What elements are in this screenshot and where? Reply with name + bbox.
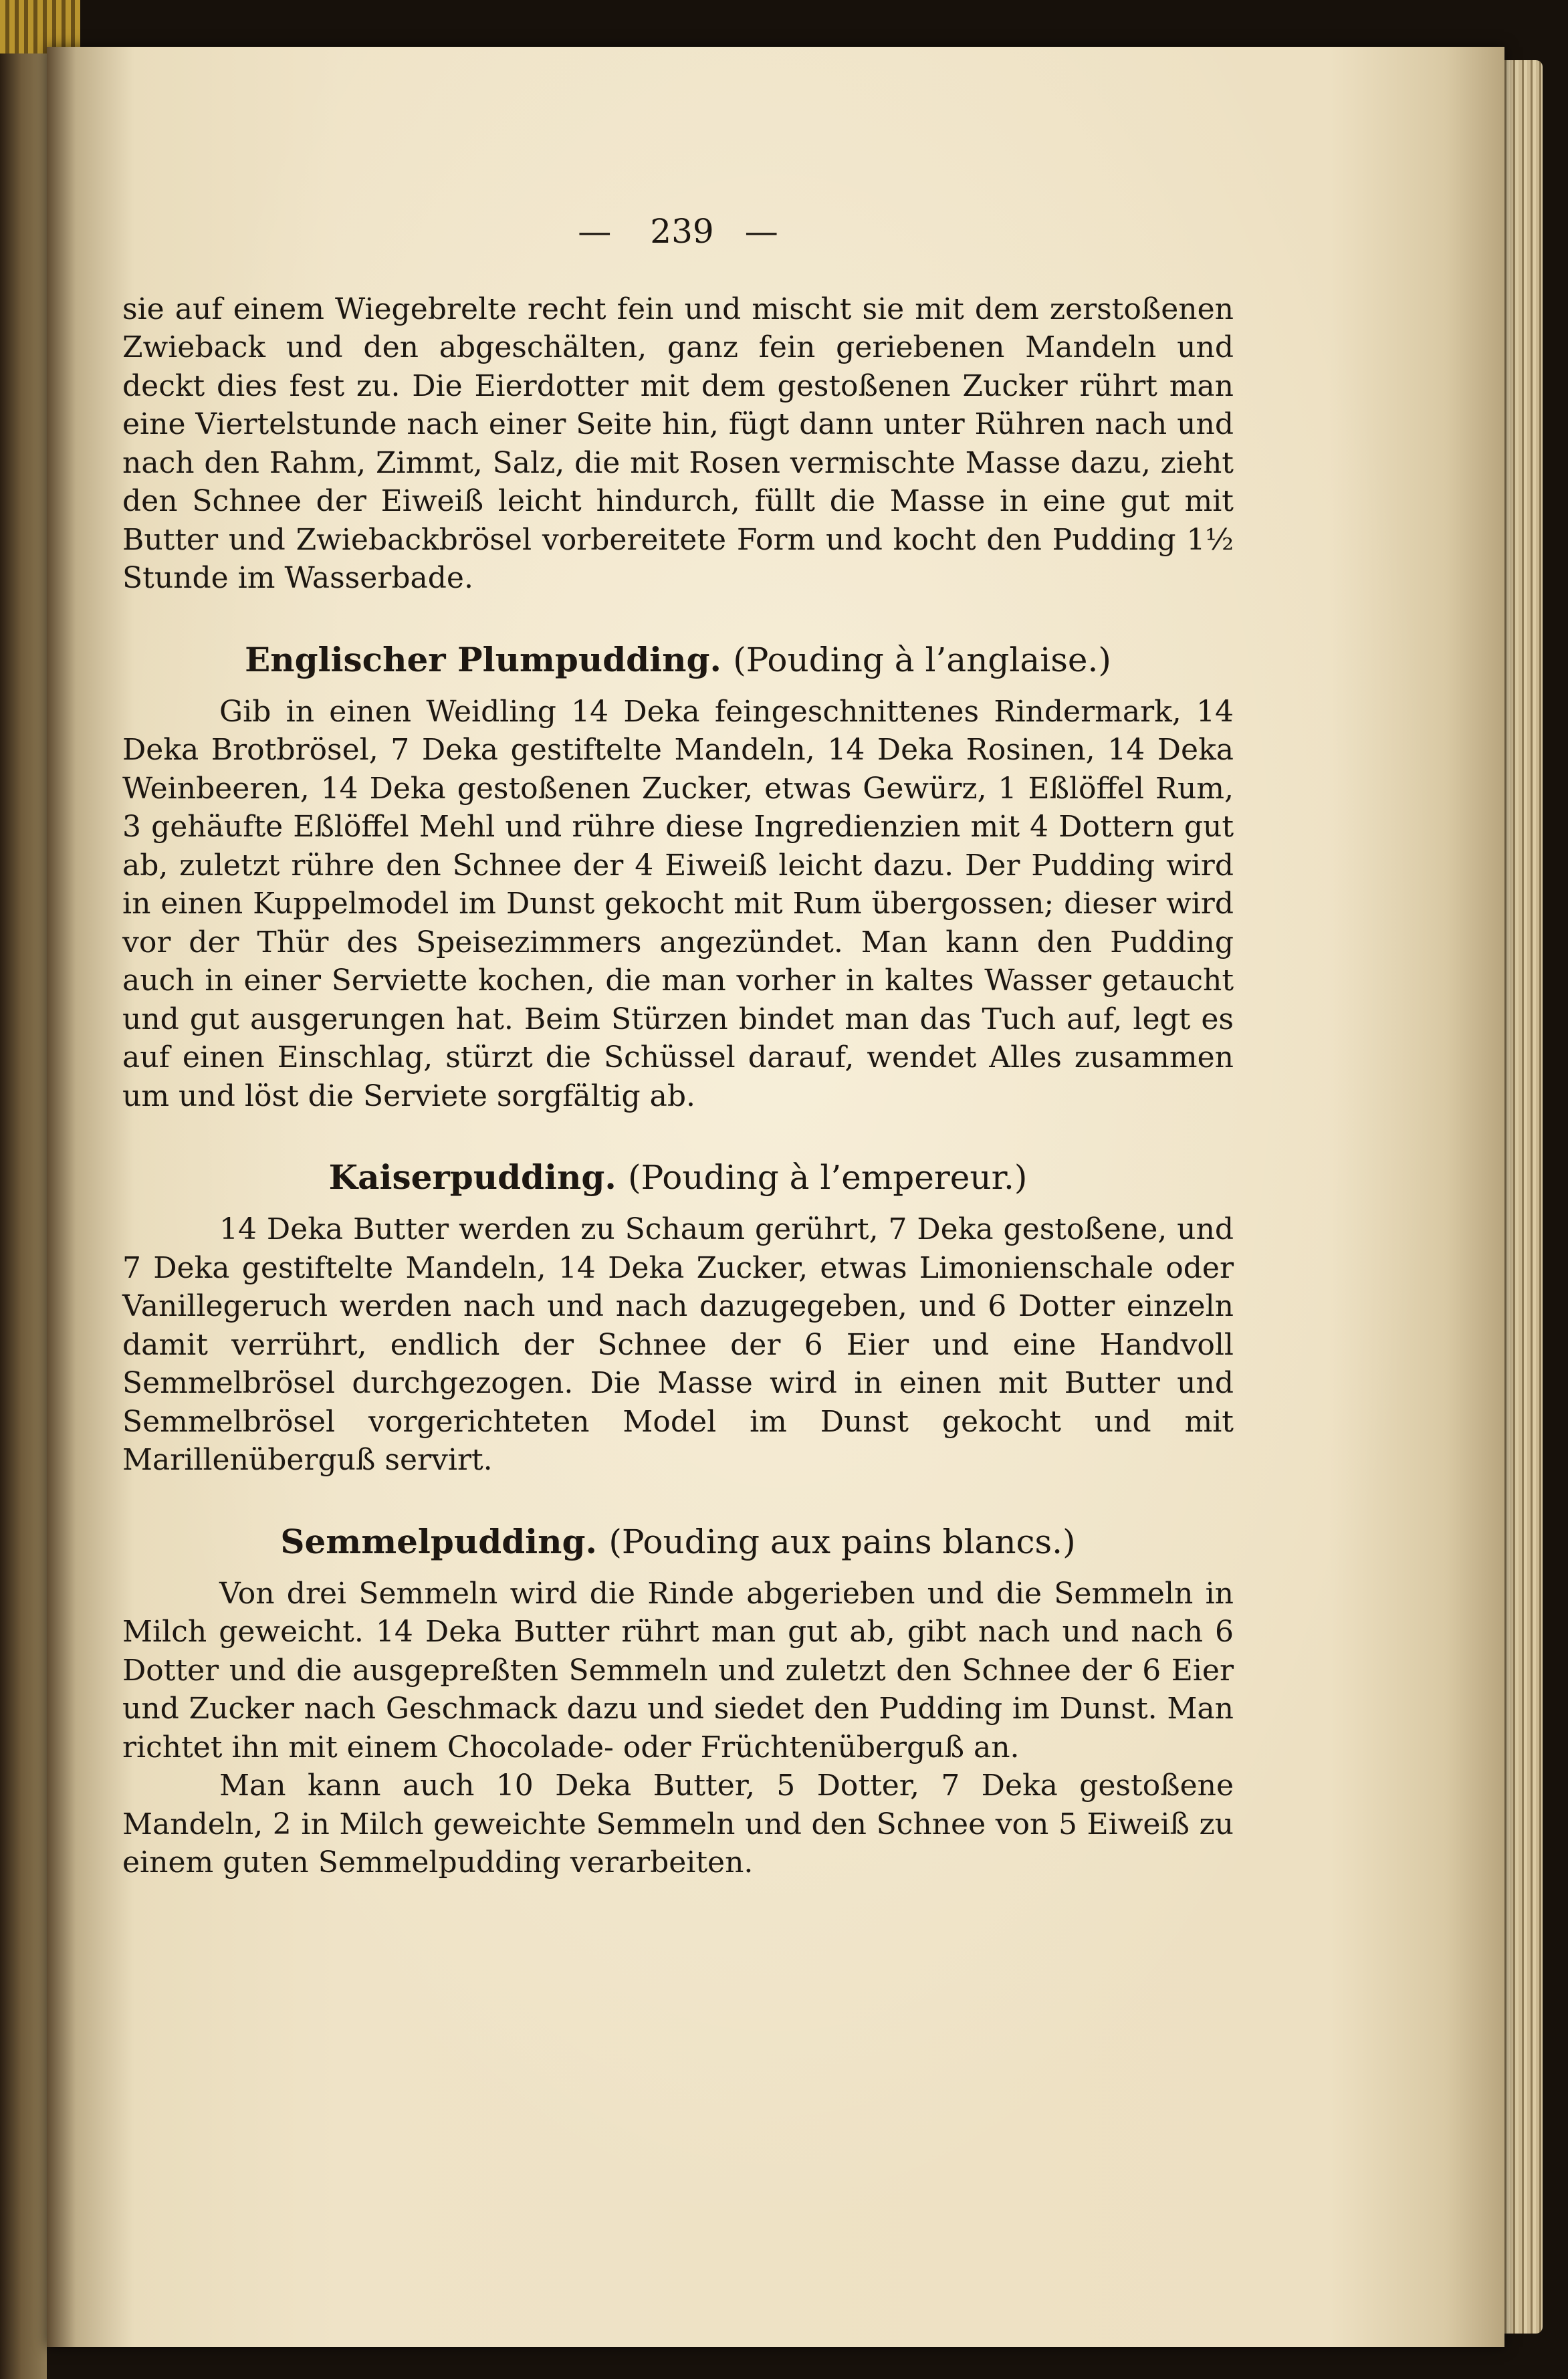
recipe-title: Semmelpudding. [280,1521,597,1561]
bookmark-ribbon [0,0,80,53]
recipe-heading-semmelpudding [122,1518,1234,1565]
recipe-paragraph: 14 Deka Butter werden zu Schaum gerührt, 7 Deka gestoßene, und 7 Deka gestiftelte Mandeln, 14 Deka Zucker, etwas Limonienschale oder Vanillegeruch werden nach und nach dazugegeben, und 6 Dotter einzeln damit verrührt, endlich der Schnee der 6 Eier und eine Handvoll Semmelbrösel durchgezogen. Die Masse wird in einen mit Butter und Semmelbrösel vorgerichteten Model im Dunst gekocht und mit Marillenüberguß servirt. [122,1212,1234,1477]
recipe-heading-kaiserpudding [122,1154,1234,1201]
paragraph-continued: sie auf einem Wiegebrelte recht fein und mischt sie mit dem zerstoßenen Zwieback und den abgeschälten, ganz fein geriebenen Mandeln und deckt dies fest zu. Die Eierdotter mit dem gestoßenen Zucker rührt man eine Viertelstunde nach einer Seite hin, fügt dann unter Rühren nach und nach den Rahm, Zimmt, Salz, die mit Rosen vermischte Masse dazu, zieht den Schnee der Eiweiß leicht hindurch, füllt die Masse in eine gut mit Butter und Zwiebackbrösel vorbereitete Form und kocht den Pudding 1½ Stunde im Wasserbade. [122,292,1234,595]
recipe-title: Englischer Plumpudding. [245,639,721,679]
page-content [122,213,1234,1882]
page-number: — 239 — [122,213,1234,251]
previous-page-edge [0,0,47,2379]
recipe-title-french: (Pouding aux pains blancs.) [608,1522,1076,1561]
recipe-title-french: (Pouding à l’empereur.) [628,1158,1028,1197]
recipe-title: Kaiserpudding. [328,1157,617,1197]
recipe-heading-plumpudding [122,637,1234,683]
recipe-title-french: (Pouding à l’anglaise.) [733,640,1111,679]
recipe-paragraph: Gib in einen Weidling 14 Deka feingeschnittenes Rindermark, 14 Deka Brotbrösel, 7 Deka gestiftelte Mandeln, 14 Deka Rosinen, 14 Deka Weinbeeren, 14 Deka gestoßenen Zucker, etwas Gewürz, 1 Eßlöffel Rum, 3 gehäufte Eßlöffel Mehl und rühre diese Ingredienzien mit 4 Dottern gut ab, zuletzt rühre den Schnee der 4 Eiweiß leicht dazu. Der Pudding wird in einen Kuppelmodel im Dunst gekocht mit Rum übergossen; dieser wird vor der Thür des Speisezimmers angezündet. Man kann den Pudding auch in einer Serviette kochen, die man vorher in kaltes Wasser getaucht und gut ausgerungen hat. Beim Stürzen bindet man das Tuch auf, legt es auf einen Einschlag, stürzt die Schüssel darauf, wendet Alles zusammen um und löst die Serviete sorgfältig ab. [122,694,1234,1113]
recipe-paragraph: Man kann auch 10 Deka Butter, 5 Dotter, 7 Deka gestoßene Mandeln, 2 in Milch geweichte Semmeln und den Schnee von 5 Eiweiß zu einem guten Semmelpudding verarbeiten. [122,1769,1234,1880]
recipe-paragraph: Von drei Semmeln wird die Rinde abgerieben und die Semmeln in Milch geweicht. 14 Deka Butter rührt man gut ab, gibt nach und nach 6 Dotter und die ausgepreßten Semmeln und zuletzt den Schnee der 6 Eier und Zucker nach Geschmack dazu und siedet den Pudding im Dunst. Man richtet ihn mit einem Chocolade- oder Früchtenüberguß an. [122,1576,1234,1765]
